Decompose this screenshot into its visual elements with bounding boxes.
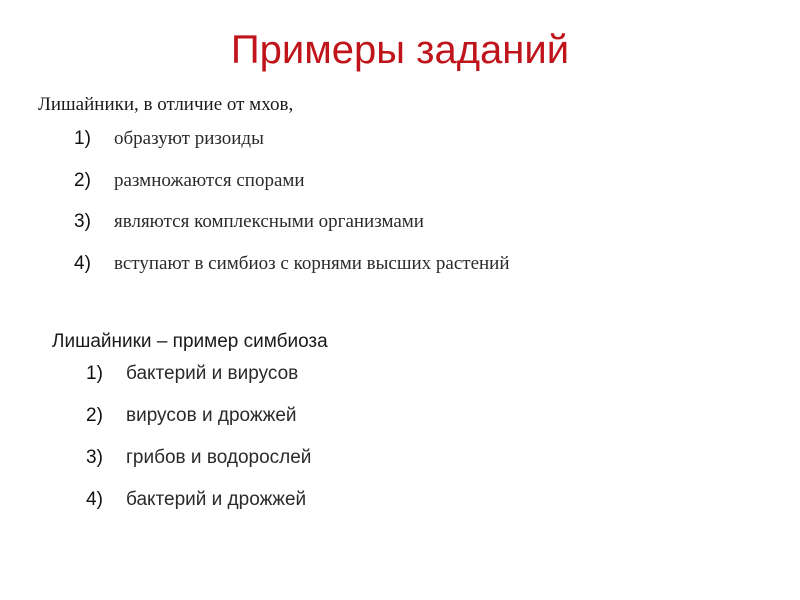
option-text: вирусов и дрожжей bbox=[126, 405, 297, 426]
slide-title: Примеры заданий bbox=[230, 28, 570, 72]
option-number: 4) bbox=[86, 489, 103, 510]
answer-list-2 bbox=[86, 363, 311, 531]
answer-option bbox=[86, 447, 311, 489]
answer-option bbox=[86, 489, 311, 531]
option-text: грибов и водорослей bbox=[126, 447, 312, 468]
question-1: Лишайники, в отличие от мхов, bbox=[38, 94, 294, 115]
option-number: 3) bbox=[74, 211, 91, 232]
option-number: 4) bbox=[74, 252, 91, 274]
option-text: размножаются спорами bbox=[114, 169, 305, 191]
answer-option bbox=[86, 405, 311, 447]
option-number: 3) bbox=[86, 447, 103, 468]
answer-option bbox=[74, 170, 510, 212]
question-2: Лишайники – пример симбиоза bbox=[52, 331, 328, 352]
answer-list-1 bbox=[74, 128, 510, 294]
option-number: 1) bbox=[74, 128, 91, 149]
option-text: вступают в симбиоз с корнями высших растений bbox=[114, 252, 510, 274]
option-text: являются комплексными организмами bbox=[114, 211, 424, 232]
answer-option bbox=[74, 128, 510, 170]
option-text: образуют ризоиды bbox=[114, 128, 264, 149]
option-text: бактерий и вирусов bbox=[126, 363, 299, 384]
option-text: бактерий и дрожжей bbox=[126, 489, 307, 510]
answer-option bbox=[74, 211, 510, 253]
option-number: 2) bbox=[86, 405, 103, 426]
option-number: 2) bbox=[74, 169, 91, 191]
option-number: 1) bbox=[86, 363, 103, 384]
answer-option bbox=[86, 363, 311, 405]
answer-option bbox=[74, 253, 510, 295]
